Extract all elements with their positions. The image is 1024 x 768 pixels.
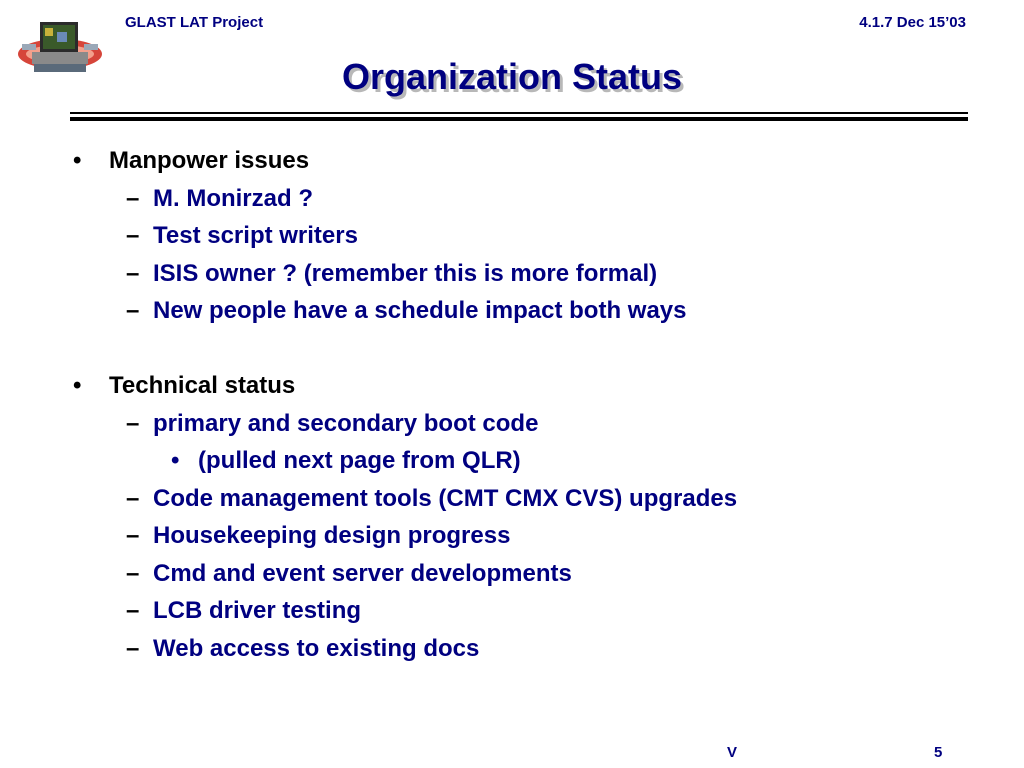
list-item-text: Cmd and event server developments [153, 560, 572, 587]
list-item-text: Web access to existing docs [153, 635, 480, 662]
list-item-text: Test script writers [153, 222, 358, 249]
dash-mark: – [126, 297, 140, 324]
list-item-text: New people have a schedule impact both ways [153, 297, 687, 324]
bullet-mark: • [73, 147, 82, 174]
dash-mark: – [126, 485, 140, 512]
slide-title: Organization Status [341, 56, 683, 97]
dash-mark: – [126, 260, 140, 287]
sub-bullet-mark: • [171, 447, 180, 474]
dash-mark: – [126, 522, 140, 549]
sub-list-item-text: (pulled next page from QLR) [198, 447, 521, 474]
bullet-mark: • [73, 372, 82, 399]
header-project: GLAST LAT Project [125, 14, 264, 31]
list-item-text: LCB driver testing [153, 597, 362, 624]
dash-mark: – [126, 597, 140, 624]
list-item-text: Housekeeping design progress [153, 522, 511, 549]
section-heading: Technical status [109, 372, 296, 399]
dash-mark: – [126, 185, 140, 212]
footer-label: V [727, 744, 738, 761]
dash-mark: – [126, 560, 140, 587]
list-item-text: primary and secondary boot code [153, 410, 539, 437]
section-heading: Manpower issues [109, 147, 310, 174]
list-item-text: Code management tools (CMT CMX CVS) upgrades [153, 485, 738, 512]
header-date: 4.1.7 Dec 15’03 [859, 14, 966, 31]
dash-mark: – [126, 222, 140, 249]
page-number: 5 [934, 744, 943, 761]
dash-mark: – [126, 410, 140, 437]
dash-mark: – [126, 635, 140, 662]
list-item-text: ISIS owner ? (remember this is more formal) [153, 260, 658, 287]
list-item-text: M. Monirzad ? [153, 185, 313, 212]
